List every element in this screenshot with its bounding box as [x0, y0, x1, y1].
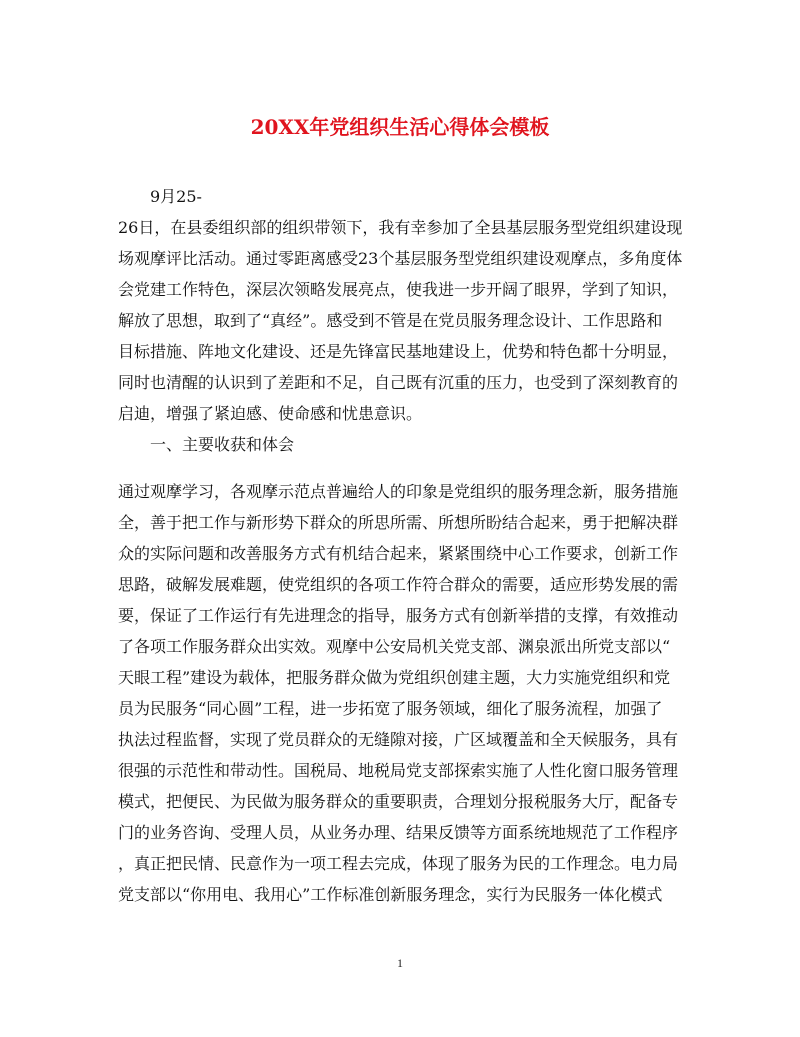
body-paragraph — [118, 476, 684, 910]
text-line: 同时也清醒的认识到了差距和不足，自己既有沉重的压力，也受到了深刻教育的 — [118, 373, 679, 392]
document-title: 20XX年党组织生活心得体会模板 — [250, 115, 550, 139]
text-line: 全，善于把工作与新形势下群众的所思所需、所想所盼结合起来，勇于把解决群 — [118, 513, 679, 532]
text-line: 场观摩评比活动。通过零距离感受23个基层服务型党组织建设观摩点，多角度体 — [118, 249, 683, 268]
text-line: 了各项工作服务群众出实效。观摩中公安局机关党支部、渊泉派出所党支部以“ — [118, 637, 671, 656]
text-line: 9月25- — [150, 187, 202, 206]
text-line: 众的实际问题和改善服务方式有机结合起来，紧紧围绕中心工作要求，创新工作 — [118, 544, 679, 563]
page-number: 1 — [397, 956, 403, 970]
text-line: 很强的示范性和带动性。国税局、地税局党支部探索实施了人性化窗口服务管理 — [118, 761, 679, 780]
text-line: 门的业务咨询、受理人员，从业务办理、结果反馈等方面系统地规范了工作程序 — [118, 823, 679, 842]
text-line: 解放了思想，取到了“真经”。感受到不管是在党员服务理念设计、工作思路和 — [118, 311, 663, 330]
text-line: 天眼工程”建设为载体，把服务群众做为党组织创建主题，大力实施党组织和党 — [118, 668, 671, 687]
text-line: 26日，在县委组织部的组织带领下，我有幸参加了全县基层服务型党组织建设现 — [118, 218, 683, 237]
text-line: 会党建工作特色，深层次领略发展亮点，使我进一步开阔了眼界，学到了知识， — [118, 280, 679, 299]
text-line: 执法过程监督，实现了党员群众的无缝隙对接，广区域覆盖和全天候服务，具有 — [118, 730, 679, 749]
text-line: 思路，破解发展难题，使党组织的各项工作符合群众的需要，适应形势发展的需 — [118, 575, 679, 594]
text-line: 党支部以“你用电、我用心”工作标准创新服务理念，实行为民服务一体化模式 — [118, 885, 663, 904]
text-line: ，真正把民情、民意作为一项工程去完成，体现了服务为民的工作理念。电力局 — [118, 854, 679, 873]
section-heading: 一、主要收获和体会 — [150, 435, 295, 454]
text-line: 启迪，增强了紧迫感、使命感和忧患意识。 — [118, 404, 423, 423]
text-line: 目标措施、阵地文化建设、还是先锋富民基地建设上，优势和特色都十分明显， — [118, 342, 679, 361]
text-line: 通过观摩学习，各观摩示范点普遍给人的印象是党组织的服务理念新，服务措施 — [118, 482, 679, 501]
text-line: 模式，把便民、为民做为服务群众的重要职责，合理划分报税服务大厅，配备专 — [118, 792, 679, 811]
text-line: 要，保证了工作运行有先进理念的指导，服务方式有创新举措的支撑，有效推动 — [118, 606, 679, 625]
text-line: 员为民服务“同心圆”工程，进一步拓宽了服务领域，细化了服务流程，加强了 — [118, 699, 663, 718]
intro-paragraph — [118, 181, 684, 460]
